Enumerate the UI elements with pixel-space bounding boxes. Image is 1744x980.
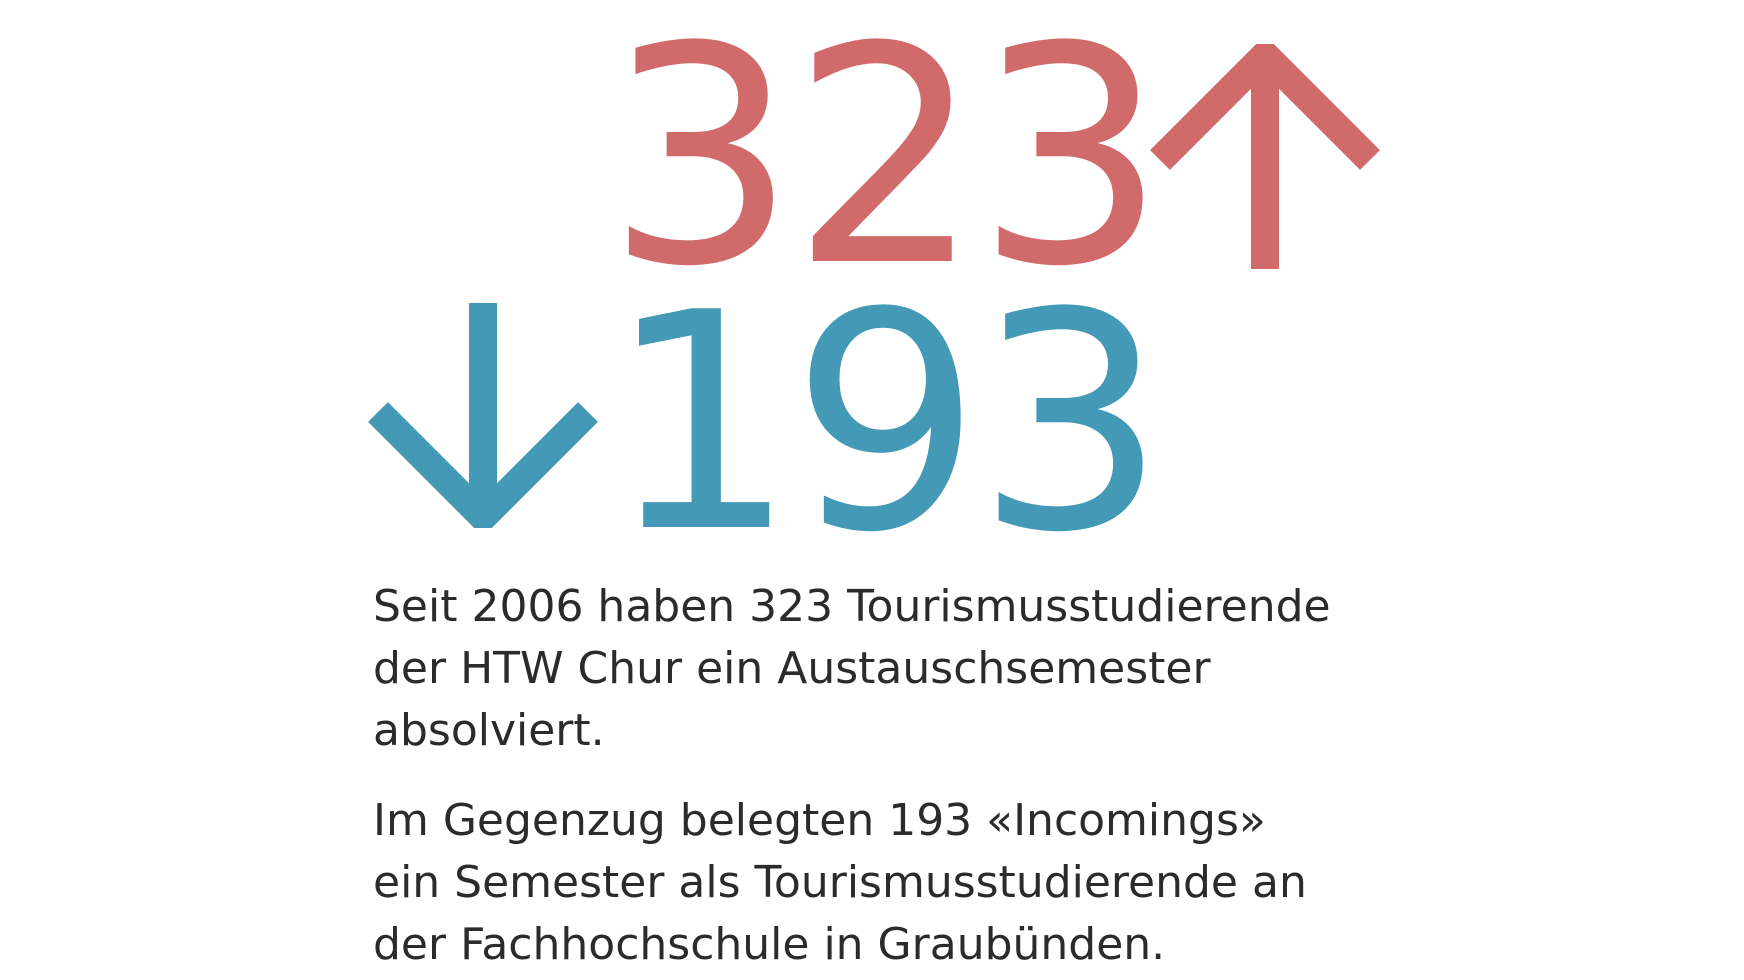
outgoing-line-3: absolviert. — [373, 705, 605, 756]
incoming-line-3: der Fachhochschule in Graubünden. — [373, 919, 1166, 970]
outgoing-count: 323 — [606, 0, 1161, 332]
incoming-description — [373, 790, 1373, 976]
arrow-down-icon — [368, 303, 598, 528]
outgoing-description — [373, 576, 1373, 762]
incoming-count: 193 — [606, 249, 1161, 598]
outgoing-line-1: Seit 2006 haben 323 Tourismusstudierende — [373, 581, 1331, 632]
incoming-line-2: ein Semester als Tourismusstudierende an — [373, 857, 1307, 908]
outgoing-line-2: der HTW Chur ein Austauschsemester — [373, 643, 1211, 694]
incoming-line-1: Im Gegenzug belegten 193 «Incomings» — [373, 795, 1266, 846]
arrow-up-icon — [1150, 44, 1380, 269]
